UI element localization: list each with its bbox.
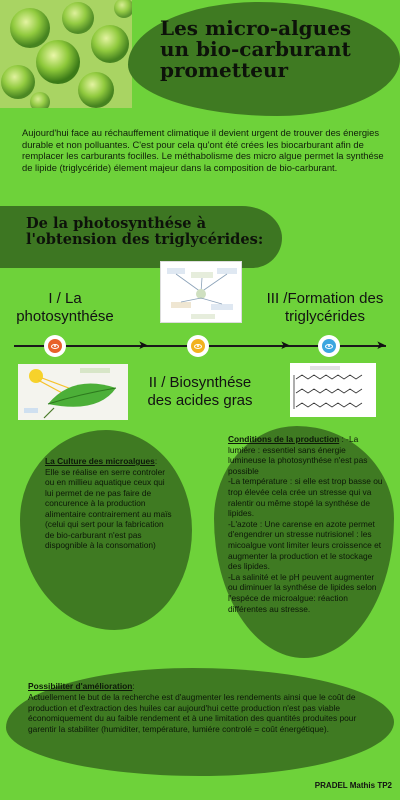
eye-icon bbox=[48, 339, 62, 353]
culture-heading-line bbox=[45, 456, 175, 467]
step-2-line-2: des acides gras bbox=[147, 392, 253, 409]
step-3-label bbox=[254, 290, 396, 326]
improvement-section bbox=[28, 681, 382, 735]
page-title bbox=[160, 18, 390, 81]
arrow-right-icon: ➤ bbox=[138, 338, 149, 352]
culture-heading: La Culture des microalgues bbox=[45, 456, 155, 466]
conditions-lead: : -La lumiére : essentiel sans énergie lumineuse la photosynthése n'est pas possible bbox=[228, 434, 368, 476]
conditions-salinity: -La salinité et le pH peuvent augmenter ou diminuer la synthése de lipides selon l'espéce de microalgue: réaction différentes au stresse. bbox=[228, 571, 377, 614]
timeline-node-1 bbox=[44, 335, 66, 357]
improvement-heading-line bbox=[28, 681, 382, 692]
timeline-node-2 bbox=[187, 335, 209, 357]
step-2-label bbox=[132, 374, 268, 410]
biosynthesis-diagram-image bbox=[160, 261, 242, 323]
step-1-label bbox=[6, 290, 124, 326]
microalgae-photo bbox=[0, 0, 132, 108]
title-line-3: prometteur bbox=[160, 58, 289, 82]
conditions-heading: Conditions de la production bbox=[228, 434, 340, 444]
title-line-1: Les micro-algues bbox=[160, 16, 352, 40]
conditions-section bbox=[228, 434, 384, 614]
arrow-right-icon: ➤ bbox=[376, 338, 387, 352]
section-title-line-2: l'obtension des triglycérides: bbox=[26, 231, 264, 248]
conditions-temperature: -La température : si elle est trop basse ou trop élevée cela crée un stresse qui va ralentir ou même stopé la synthése de lipides. bbox=[228, 476, 383, 519]
section-title-line-1: De la photosynthése à bbox=[26, 215, 207, 232]
section-title bbox=[26, 216, 276, 248]
intro-paragraph: Aujourd'hui face au réchauffement climatique il devient urgent de trouver des énergies durable et non polluantes. C'est pour cela qu'ont été crées les biocarburant afin de remplacer les carburants focilles. Le méthabolisme des micro algue permet la synthése de lipide (triglycéride) élement majeur dans la composition de bio-carburant. bbox=[22, 127, 384, 173]
improvement-heading: Possibiliter d'amélioration bbox=[28, 681, 133, 691]
triglyceride-structure-image bbox=[290, 363, 376, 417]
step-3-line-1: III /Formation des bbox=[266, 290, 384, 307]
photosynthesis-leaf-image bbox=[18, 364, 128, 420]
eye-icon bbox=[322, 339, 336, 353]
step-3-line-2: triglycérides bbox=[284, 308, 366, 325]
improvement-heading-colon: : bbox=[132, 681, 135, 691]
culture-body: Elle se réalise en serre controler ou en millieu aquatique ceux qui lui permet de ne pas faire de concurence à la production alimentaire contrairement au maïs (celui qui sert pour la fabrication de bio-carburant n'est pas dispognible à la consomation) bbox=[45, 466, 172, 550]
step-1-line-2: photosynthése bbox=[16, 308, 114, 325]
conditions-lead-line bbox=[228, 434, 384, 476]
culture-section bbox=[45, 456, 175, 551]
author-credit: PRADEL Mathis TP2 bbox=[314, 781, 392, 790]
improvement-body: Actuellement le but de la recherche est d'augmenter les rendements ainsi que le coût de production et d'extraction des huiles car aujourd'hui cette production n'est pas viable économiquement du au faible rendement et à une limitation des quantités produites pour garentir la stabiliter (humiditer, température, lumiére controlé = coût énergétique). bbox=[28, 691, 357, 735]
step-2-line-1: II / Biosynthése bbox=[148, 374, 252, 391]
title-line-2: un bio-carburant bbox=[160, 37, 351, 61]
culture-heading-colon: : bbox=[154, 456, 158, 466]
step-1-line-1: I / La bbox=[48, 290, 82, 307]
arrow-right-icon: ➤ bbox=[280, 338, 291, 352]
conditions-nitrogen: -L'azote : Une carense en azote permet d'engendrer un stresse nutrisionel : les micoalgue vont limiter leurs croissence et augmenter la production et le stockage des lipides. bbox=[228, 518, 382, 572]
eye-icon bbox=[191, 339, 205, 353]
timeline-node-3 bbox=[318, 335, 340, 357]
